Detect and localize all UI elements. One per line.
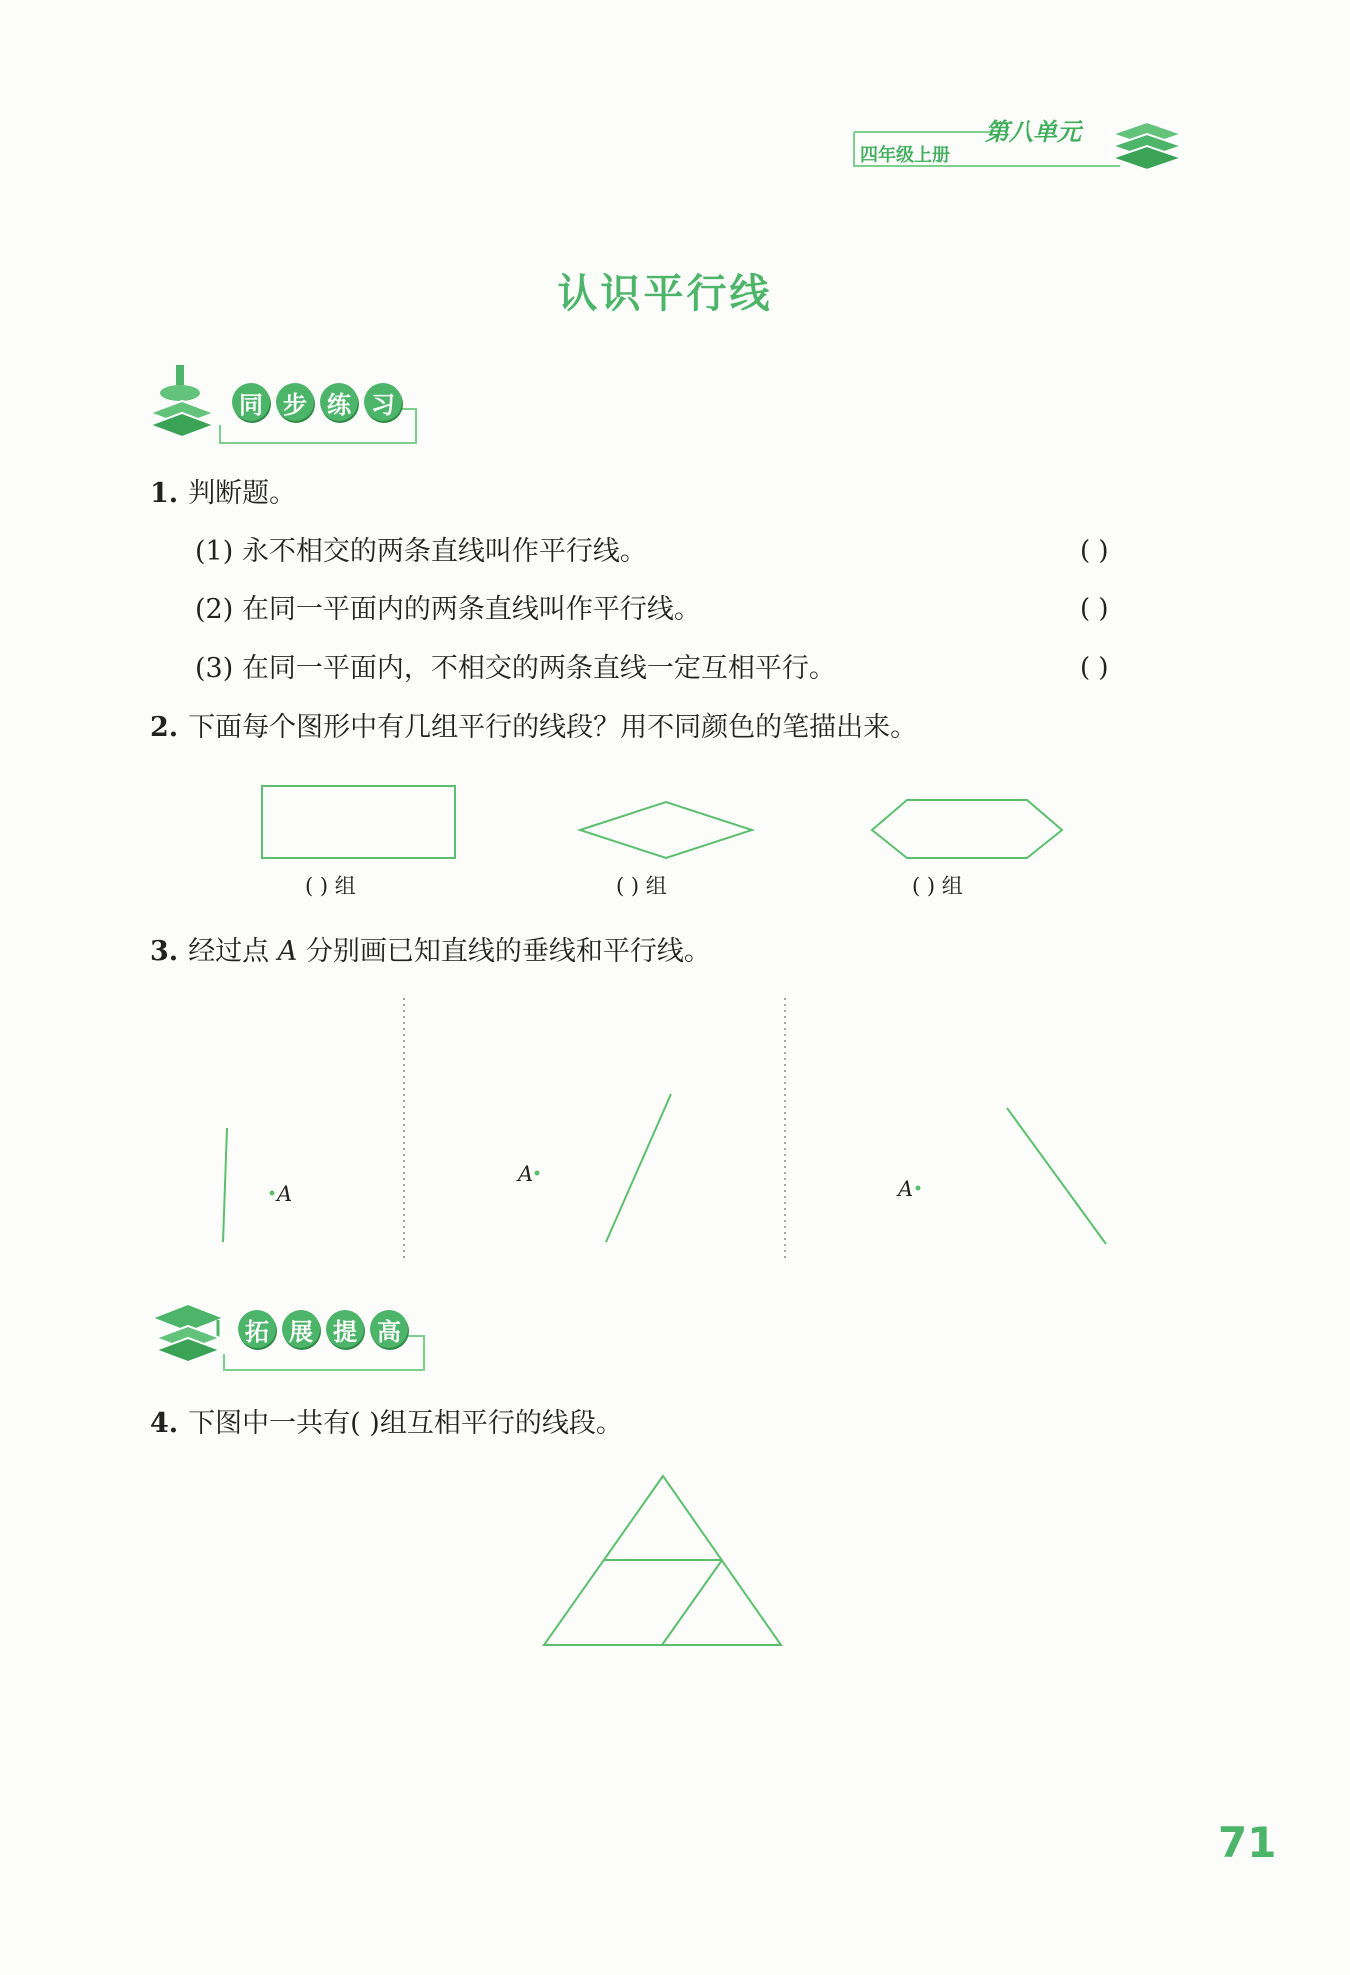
item-label: (3) 在同一平面内，不相交的两条直线一定互相平行。 — [195, 653, 836, 684]
item-label: (2) 在同一平面内的两条直线叫作平行线。 — [195, 594, 701, 625]
question-text: 分别画已知直线的垂线和平行线。 — [305, 936, 711, 967]
rectangle-figure — [262, 786, 455, 858]
q1-answer-1[interactable]: ( ) — [1080, 536, 1109, 566]
section-char: 展 — [282, 1310, 320, 1348]
q1-item-1 — [195, 538, 647, 565]
point-dot — [535, 1171, 540, 1176]
question-text: 判断题。 — [188, 478, 297, 509]
q3-figures — [0, 990, 1350, 1270]
point-label-a-3: A — [898, 1177, 914, 1201]
item-label: (1) 永不相交的两条直线叫作平行线。 — [195, 536, 647, 567]
question-2 — [150, 714, 917, 741]
question-1 — [150, 480, 296, 507]
page-number: 71 — [1218, 1818, 1277, 1867]
given-line-3 — [1007, 1108, 1106, 1244]
q1-item-2 — [195, 596, 701, 623]
question-4 — [150, 1410, 623, 1437]
given-line-1 — [223, 1128, 227, 1242]
question-number: 3. — [150, 936, 179, 967]
q4-triangle-figure — [0, 1460, 1350, 1660]
section-char: 提 — [326, 1310, 364, 1348]
q2-blank-1[interactable]: ( ) 组 — [305, 874, 356, 898]
q2-blank-2[interactable]: ( ) 组 — [616, 874, 667, 898]
section-char: 习 — [364, 383, 402, 421]
q2-figures — [0, 770, 1350, 880]
q2-blank-3[interactable]: ( ) 组 — [912, 874, 963, 898]
point-dot — [916, 1186, 921, 1191]
section-char: 步 — [276, 383, 314, 421]
grade-label: 四年级上册 — [860, 145, 950, 166]
page-title: 认识平行线 — [557, 270, 773, 317]
point-dot — [270, 1191, 275, 1196]
rhombus-figure — [580, 802, 752, 858]
question-number: 4. — [150, 1408, 179, 1439]
section-char: 高 — [370, 1310, 408, 1348]
hexagon-figure — [872, 800, 1062, 858]
point-label: A — [277, 936, 298, 967]
point-label-a-1: A — [277, 1182, 293, 1206]
question-number: 2. — [150, 712, 179, 743]
q1-answer-3[interactable]: ( ) — [1080, 653, 1109, 683]
question-3 — [150, 938, 711, 965]
question-text: 经过点 — [188, 936, 270, 967]
q1-answer-2[interactable]: ( ) — [1080, 594, 1109, 624]
point-label-a-2: A — [518, 1162, 534, 1186]
given-line-2 — [606, 1094, 671, 1242]
question-number: 1. — [150, 478, 179, 509]
question-text[interactable]: 下图中一共有( )组互相平行的线段。 — [188, 1408, 623, 1439]
section-char: 练 — [320, 383, 358, 421]
section-char: 同 — [232, 383, 270, 421]
section-char: 拓 — [238, 1310, 276, 1348]
q1-item-3 — [195, 655, 836, 682]
question-text: 下面每个图形中有几组平行的线段？用不同颜色的笔描出来。 — [188, 712, 918, 743]
unit-label: 第八单元 — [985, 118, 1081, 146]
